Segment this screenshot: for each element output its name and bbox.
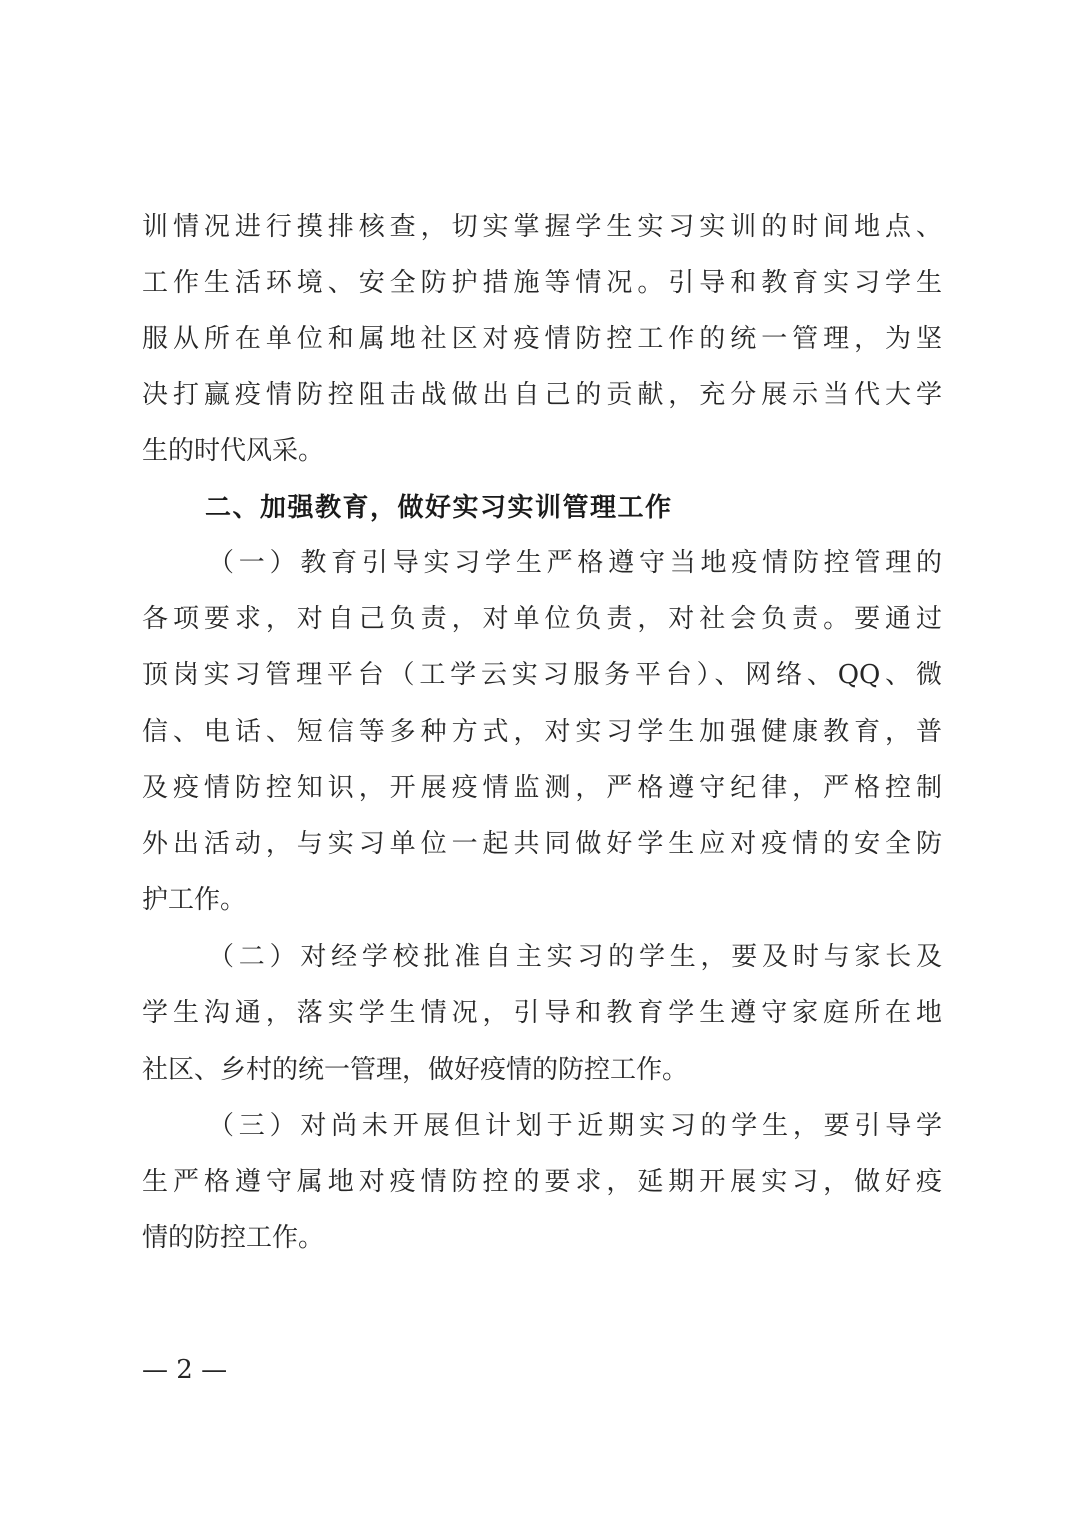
text-line: （三）对尚未开展但计划于近期实习的学生，要引导学 xyxy=(208,1111,942,1141)
text-line: （二）对经学校批准自主实习的学生，要及时与家长及 xyxy=(208,942,942,972)
text-line: 生的时代风采。 xyxy=(142,436,325,466)
text-line: 社区、乡村的统一管理，做好疫情的防控工作。 xyxy=(142,1055,689,1085)
text-line: 训情况进行摸排核查，切实掌握学生实习实训的时间地点、 xyxy=(142,212,942,242)
text-line: 护工作。 xyxy=(142,885,247,915)
text-line: 工作生活环境、安全防护措施等情况。引导和教育实习学生 xyxy=(142,268,942,298)
section-heading: 二、加强教育，做好实习实训管理工作 xyxy=(205,493,673,523)
text-line: 情的防控工作。 xyxy=(142,1223,325,1253)
text-line: 及疫情防控知识，开展疫情监测，严格遵守纪律，严格控制 xyxy=(142,773,942,803)
text-line: 各项要求，对自己负责，对单位负责，对社会负责。要通过 xyxy=(142,604,942,634)
text-line: 决打赢疫情防控阻击战做出自己的贡献，充分展示当代大学 xyxy=(142,380,942,410)
text-line: 生严格遵守属地对疫情防控的要求，延期开展实习，做好疫 xyxy=(142,1167,942,1197)
text-line: 学生沟通，落实学生情况，引导和教育学生遵守家庭所在地 xyxy=(142,998,942,1028)
text-line: 顶岗实习管理平台（工学云实习服务平台）、网络、QQ、微 xyxy=(142,660,942,690)
text-line: 信、电话、短信等多种方式，对实习学生加强健康教育，普 xyxy=(142,717,942,747)
text-line: （一）教育引导实习学生严格遵守当地疫情防控管理的 xyxy=(208,548,942,578)
text-line: 外出活动，与实习单位一起共同做好学生应对疫情的安全防 xyxy=(142,829,942,859)
page-number: — 2 — xyxy=(142,1355,228,1385)
text-line: 服从所在单位和属地社区对疫情防控工作的统一管理，为坚 xyxy=(142,324,942,354)
